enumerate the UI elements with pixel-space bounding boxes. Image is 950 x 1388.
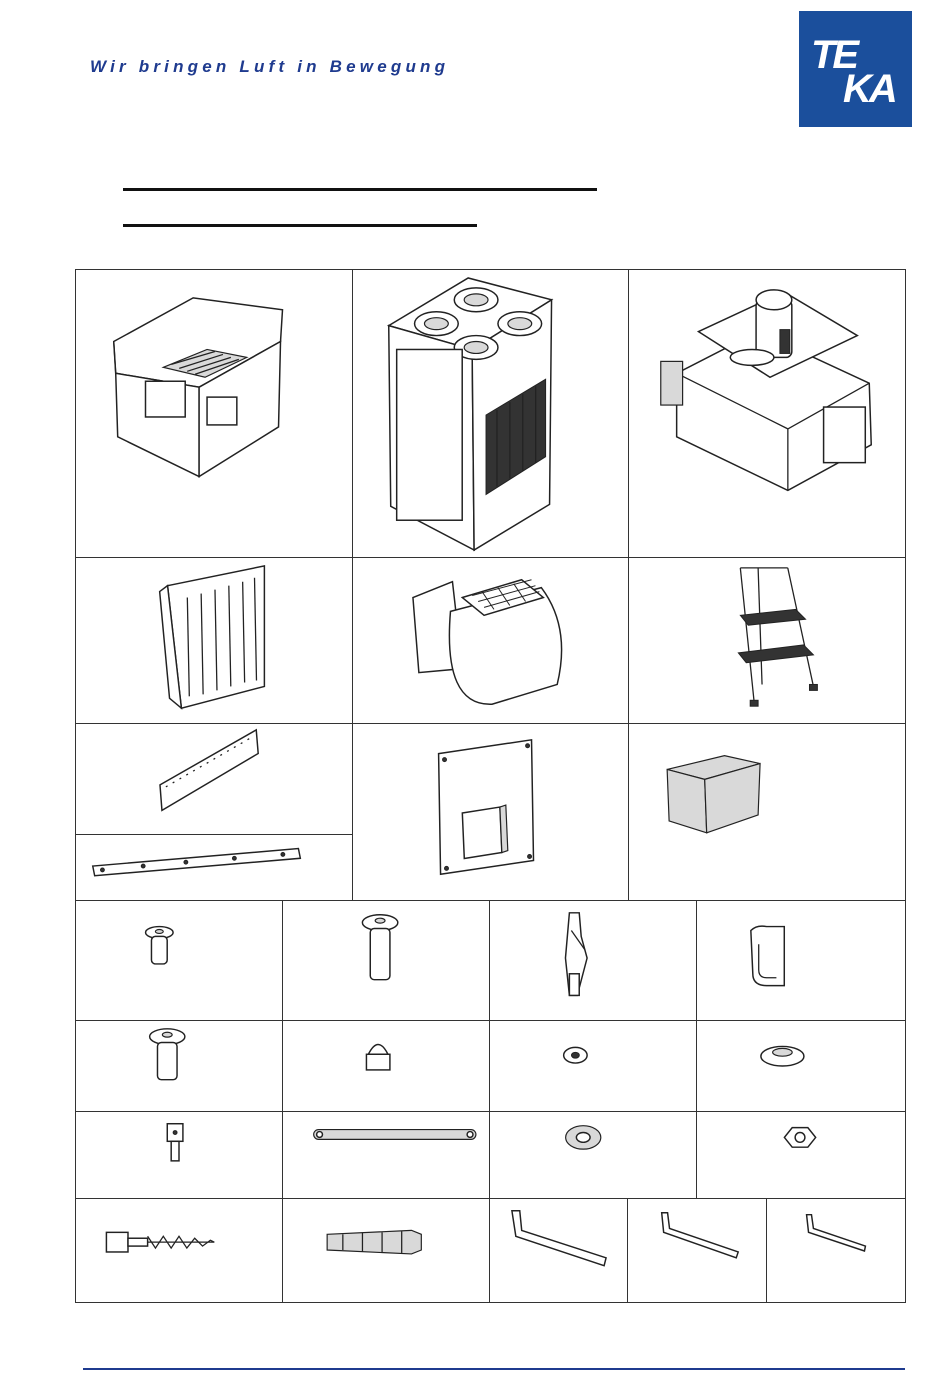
part-cell-long-screw: [282, 900, 490, 1021]
teka-logo: [799, 11, 912, 127]
tagline: Wir bringen Luft in Bewegung: [90, 57, 450, 76]
long-screw-icon: [283, 901, 489, 1020]
lag-screw-icon: [76, 1199, 282, 1302]
part-cell-allen-key-large: [489, 1198, 628, 1303]
allen-key-large-icon: [490, 1199, 627, 1302]
lock-washer-icon: [490, 1112, 696, 1198]
part-cell-short-screw: [75, 900, 283, 1021]
part-cell-mounting-rail: [75, 834, 353, 901]
wall-plug-icon: [283, 1199, 489, 1302]
footer-rule: [83, 1368, 905, 1370]
part-cell-cap-nut: [282, 1020, 490, 1112]
logo-text-bottom: KA: [843, 67, 895, 111]
part-cell-filter-housing: [75, 269, 353, 558]
drop-pin-icon: [76, 1112, 282, 1198]
ground-strap-icon: [283, 1112, 489, 1198]
part-cell-washer: [489, 1020, 697, 1112]
fan-unit-icon: [629, 270, 905, 557]
part-cell-allen-key-medium: [627, 1198, 767, 1303]
part-cell-louver-grille: [75, 557, 353, 724]
part-cell-cover-panel: [75, 723, 353, 835]
inlet-module-icon: [353, 558, 628, 723]
title-rule-2: [123, 224, 477, 227]
part-cell-ground-strap: [282, 1111, 490, 1199]
part-cell-lock-washer: [489, 1111, 697, 1199]
step-ladder-icon: [629, 558, 905, 723]
filter-cabinet-icon: [353, 270, 628, 557]
part-cell-fan-unit: [628, 269, 906, 558]
access-panel-icon: [353, 724, 628, 900]
filter-cube-icon: [629, 724, 905, 900]
part-cell-filter-cabinet: [352, 269, 629, 558]
wall-hook-icon: [697, 901, 905, 1020]
cover-panel-icon: [76, 724, 352, 834]
part-cell-access-panel: [352, 723, 629, 901]
part-cell-flange-screw: [75, 1020, 283, 1112]
parts-grid: [75, 269, 906, 1303]
part-cell-filter-cube: [628, 723, 906, 901]
short-screw-icon: [76, 901, 282, 1020]
part-cell-toggle-latch: [489, 900, 697, 1021]
washer-icon: [490, 1021, 696, 1111]
part-cell-allen-key-small: [766, 1198, 906, 1303]
title-rule-1: [123, 188, 597, 191]
part-cell-inlet-module: [352, 557, 629, 724]
allen-key-small-icon: [767, 1199, 905, 1302]
part-cell-step-ladder: [628, 557, 906, 724]
part-cell-rubber-grommet: [696, 1020, 906, 1112]
toggle-latch-icon: [490, 901, 696, 1020]
cap-nut-icon: [283, 1021, 489, 1111]
part-cell-wall-hook: [696, 900, 906, 1021]
filter-housing-base-icon: [76, 270, 352, 557]
hex-nut-icon: [697, 1112, 905, 1198]
flange-screw-icon: [76, 1021, 282, 1111]
rubber-grommet-icon: [697, 1021, 905, 1111]
mounting-rail-icon: [76, 835, 352, 900]
part-cell-wall-plug: [282, 1198, 490, 1303]
allen-key-medium-icon: [628, 1199, 766, 1302]
part-cell-drop-pin: [75, 1111, 283, 1199]
louver-grille-icon: [76, 558, 352, 723]
part-cell-lag-screw: [75, 1198, 283, 1303]
part-cell-hex-nut: [696, 1111, 906, 1199]
logo-text-top: TE: [811, 33, 857, 77]
